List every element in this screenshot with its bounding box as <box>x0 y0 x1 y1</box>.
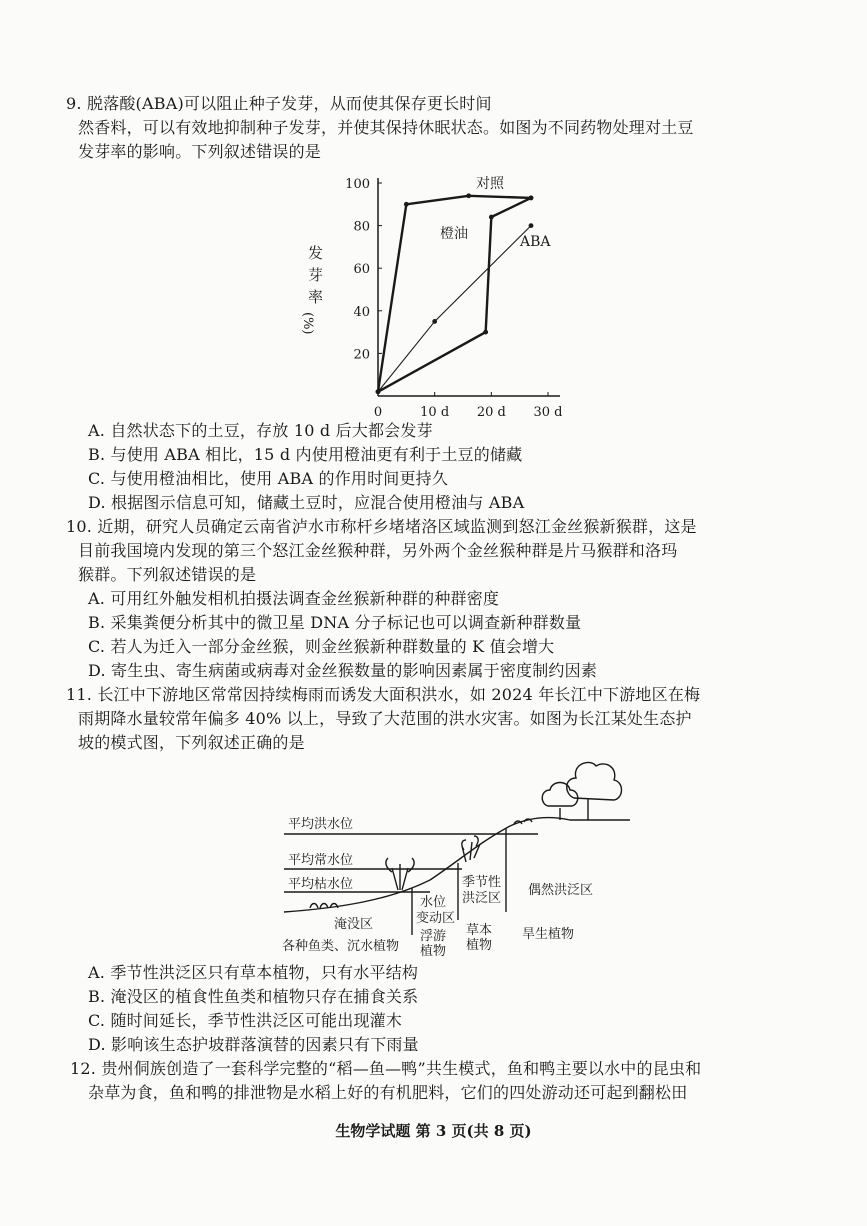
q10-option-c: C. 若人为迁入一部分金丝猴，则金丝猴新种群数量的 K 值会增大 <box>88 637 555 656</box>
chart-y-label-char-3: 率 <box>308 288 324 306</box>
series-point-2 <box>376 389 381 394</box>
series-point-2 <box>432 319 437 324</box>
legend-label-orange-oil: 橙油 <box>440 226 468 242</box>
y-tick-label: 80 <box>353 219 370 235</box>
plant-label-fish: 各种鱼类、沉水植物 <box>282 939 400 954</box>
q10-stem-line-3: 猴群。下列叙述错误的是 <box>78 565 257 584</box>
low-level-label: 平均枯水位 <box>288 877 354 892</box>
zone-label-seasonal-2: 洪泛区 <box>462 891 502 906</box>
series-point-1 <box>483 330 488 335</box>
q11-option-d: D. 影响该生态护坡群落演替的因素只有下雨量 <box>88 1035 419 1054</box>
q11-stem-line-3: 坡的模式图，下列叙述正确的是 <box>78 733 305 752</box>
eco-slope-diagram <box>270 740 640 960</box>
plant-label-dryland: 旱生植物 <box>522 927 575 942</box>
q9-option-b: B. 与使用 ABA 相比，15 d 内使用橙油更有利于土豆的储藏 <box>88 445 523 464</box>
q11-option-b: B. 淹没区的植食性鱼类和植物只存在捕食关系 <box>88 987 419 1006</box>
chart-y-label-char-2: 芽 <box>308 266 324 284</box>
x-tick-label: 20 d <box>476 405 506 420</box>
q10-stem-line-1: 10. 近期，研究人员确定云南省泸水市称杆乡堵堵洛区域监测到怒江金丝猴新猴群，这是 <box>66 517 697 536</box>
q10-option-d: D. 寄生虫、寄生病菌或病毒对金丝猴数量的影响因素属于密度制约因素 <box>88 661 598 680</box>
chart-series <box>376 193 534 394</box>
q11-stem-line-2: 雨期降水量较常年偏多 40% 以上，导致了大范围的洪水灾害。如图为长江某处生态护 <box>78 709 692 728</box>
q9-stem-line-3: 发芽率的影响。下列叙述错误的是 <box>78 142 322 161</box>
q9-option-c: C. 与使用橙油相比，使用 ABA 的作用时间更持久 <box>88 469 449 488</box>
x-tick-label: 30 d <box>533 405 563 420</box>
q10-stem-line-2: 目前我国境内发现的第三个怒江金丝猴种群，另外两个金丝猴种群是片马猴群和洛玛 <box>78 541 678 560</box>
q11-option-a: A. 季节性洪泛区只有草本植物，只有水平结构 <box>88 963 419 982</box>
series-point-1 <box>489 215 494 220</box>
q11-stem-line-1: 11. 长江中下游地区常常因持续梅雨而诱发大面积洪水，如 2024 年长江中下游地区在梅 <box>66 685 701 704</box>
q9-stem-line-2: 然香料，可以有效地抑制种子发芽，并使其保持休眠状态。如图为不同药物处理对土豆 <box>78 118 694 137</box>
normal-level-label: 平均常水位 <box>288 853 354 868</box>
series-point-0 <box>466 193 471 198</box>
q11-option-c: C. 随时间延长，季节性洪泛区可能出现灌木 <box>88 1011 403 1030</box>
q9-stem-line-1: 9. 脱落酸(ABA)可以阻止种子发芽，从而使其保存更长时间 <box>66 94 492 113</box>
plant-label-herb-1: 草本 <box>466 923 493 938</box>
herb-icon <box>462 836 480 862</box>
flood-level-label: 平均洪水位 <box>288 817 354 832</box>
y-tick-label: 100 <box>345 177 370 192</box>
q12-stem-line-1: 12. 贵州侗族创造了一套科学完整的“稻—鱼—鸭”共生模式，鱼和鸭主要以水中的昆虫和 <box>70 1059 702 1078</box>
series-line-2 <box>378 226 531 392</box>
zone-label-fluctuation-1: 水位 <box>420 895 447 910</box>
plant-label-herb-2: 植物 <box>466 938 493 953</box>
chart-y-label-char-1: 发 <box>308 244 324 262</box>
zone-label-fluctuation-2: 变动区 <box>416 911 456 926</box>
chart-y-label-unit: (%) <box>300 312 315 335</box>
q12-stem-line-2: 杂草为食，鱼和鸭的排泄物是水稻上好的有机肥料，它们的四处游动还可起到翻松田 <box>88 1083 688 1102</box>
q9-option-a: A. 自然状态下的土豆，存放 10 d 后大都会发芽 <box>88 421 433 440</box>
zone-label-occasional: 偶然洪泛区 <box>528 883 594 898</box>
zone-label-submerged: 淹没区 <box>334 917 374 932</box>
legend-label-control: 对照 <box>476 176 504 192</box>
x-tick-label: 10 d <box>420 405 450 420</box>
q9-option-d: D. 根据图示信息可知，储藏土豆时，应混合使用橙油与 ABA <box>88 493 525 512</box>
series-point-0 <box>404 202 409 207</box>
page-footer: 生物学试题 第 3 页(共 8 页) <box>335 1122 532 1140</box>
series-point-2 <box>529 223 534 228</box>
q10-option-a: A. 可用红外触发相机拍摄法调查金丝猴新种群的种群密度 <box>88 589 500 608</box>
q10-option-b: B. 采集粪便分析其中的微卫星 DNA 分子标记也可以调查新种群数量 <box>88 613 582 632</box>
y-tick-label: 40 <box>353 304 370 320</box>
plant-label-plankton-1: 浮游 <box>420 929 447 944</box>
germination-rate-chart <box>290 168 580 424</box>
tree-small-icon <box>542 783 578 821</box>
series-point-1 <box>529 196 534 201</box>
y-tick-label: 20 <box>353 347 370 363</box>
x-tick-label: 0 <box>373 405 383 420</box>
plant-label-plankton-2: 植物 <box>420 944 447 959</box>
reed-icon <box>386 858 414 890</box>
y-tick-label: 60 <box>353 262 370 278</box>
zone-label-seasonal-1: 季节性 <box>462 875 502 890</box>
legend-label-aba: ABA <box>520 234 551 250</box>
